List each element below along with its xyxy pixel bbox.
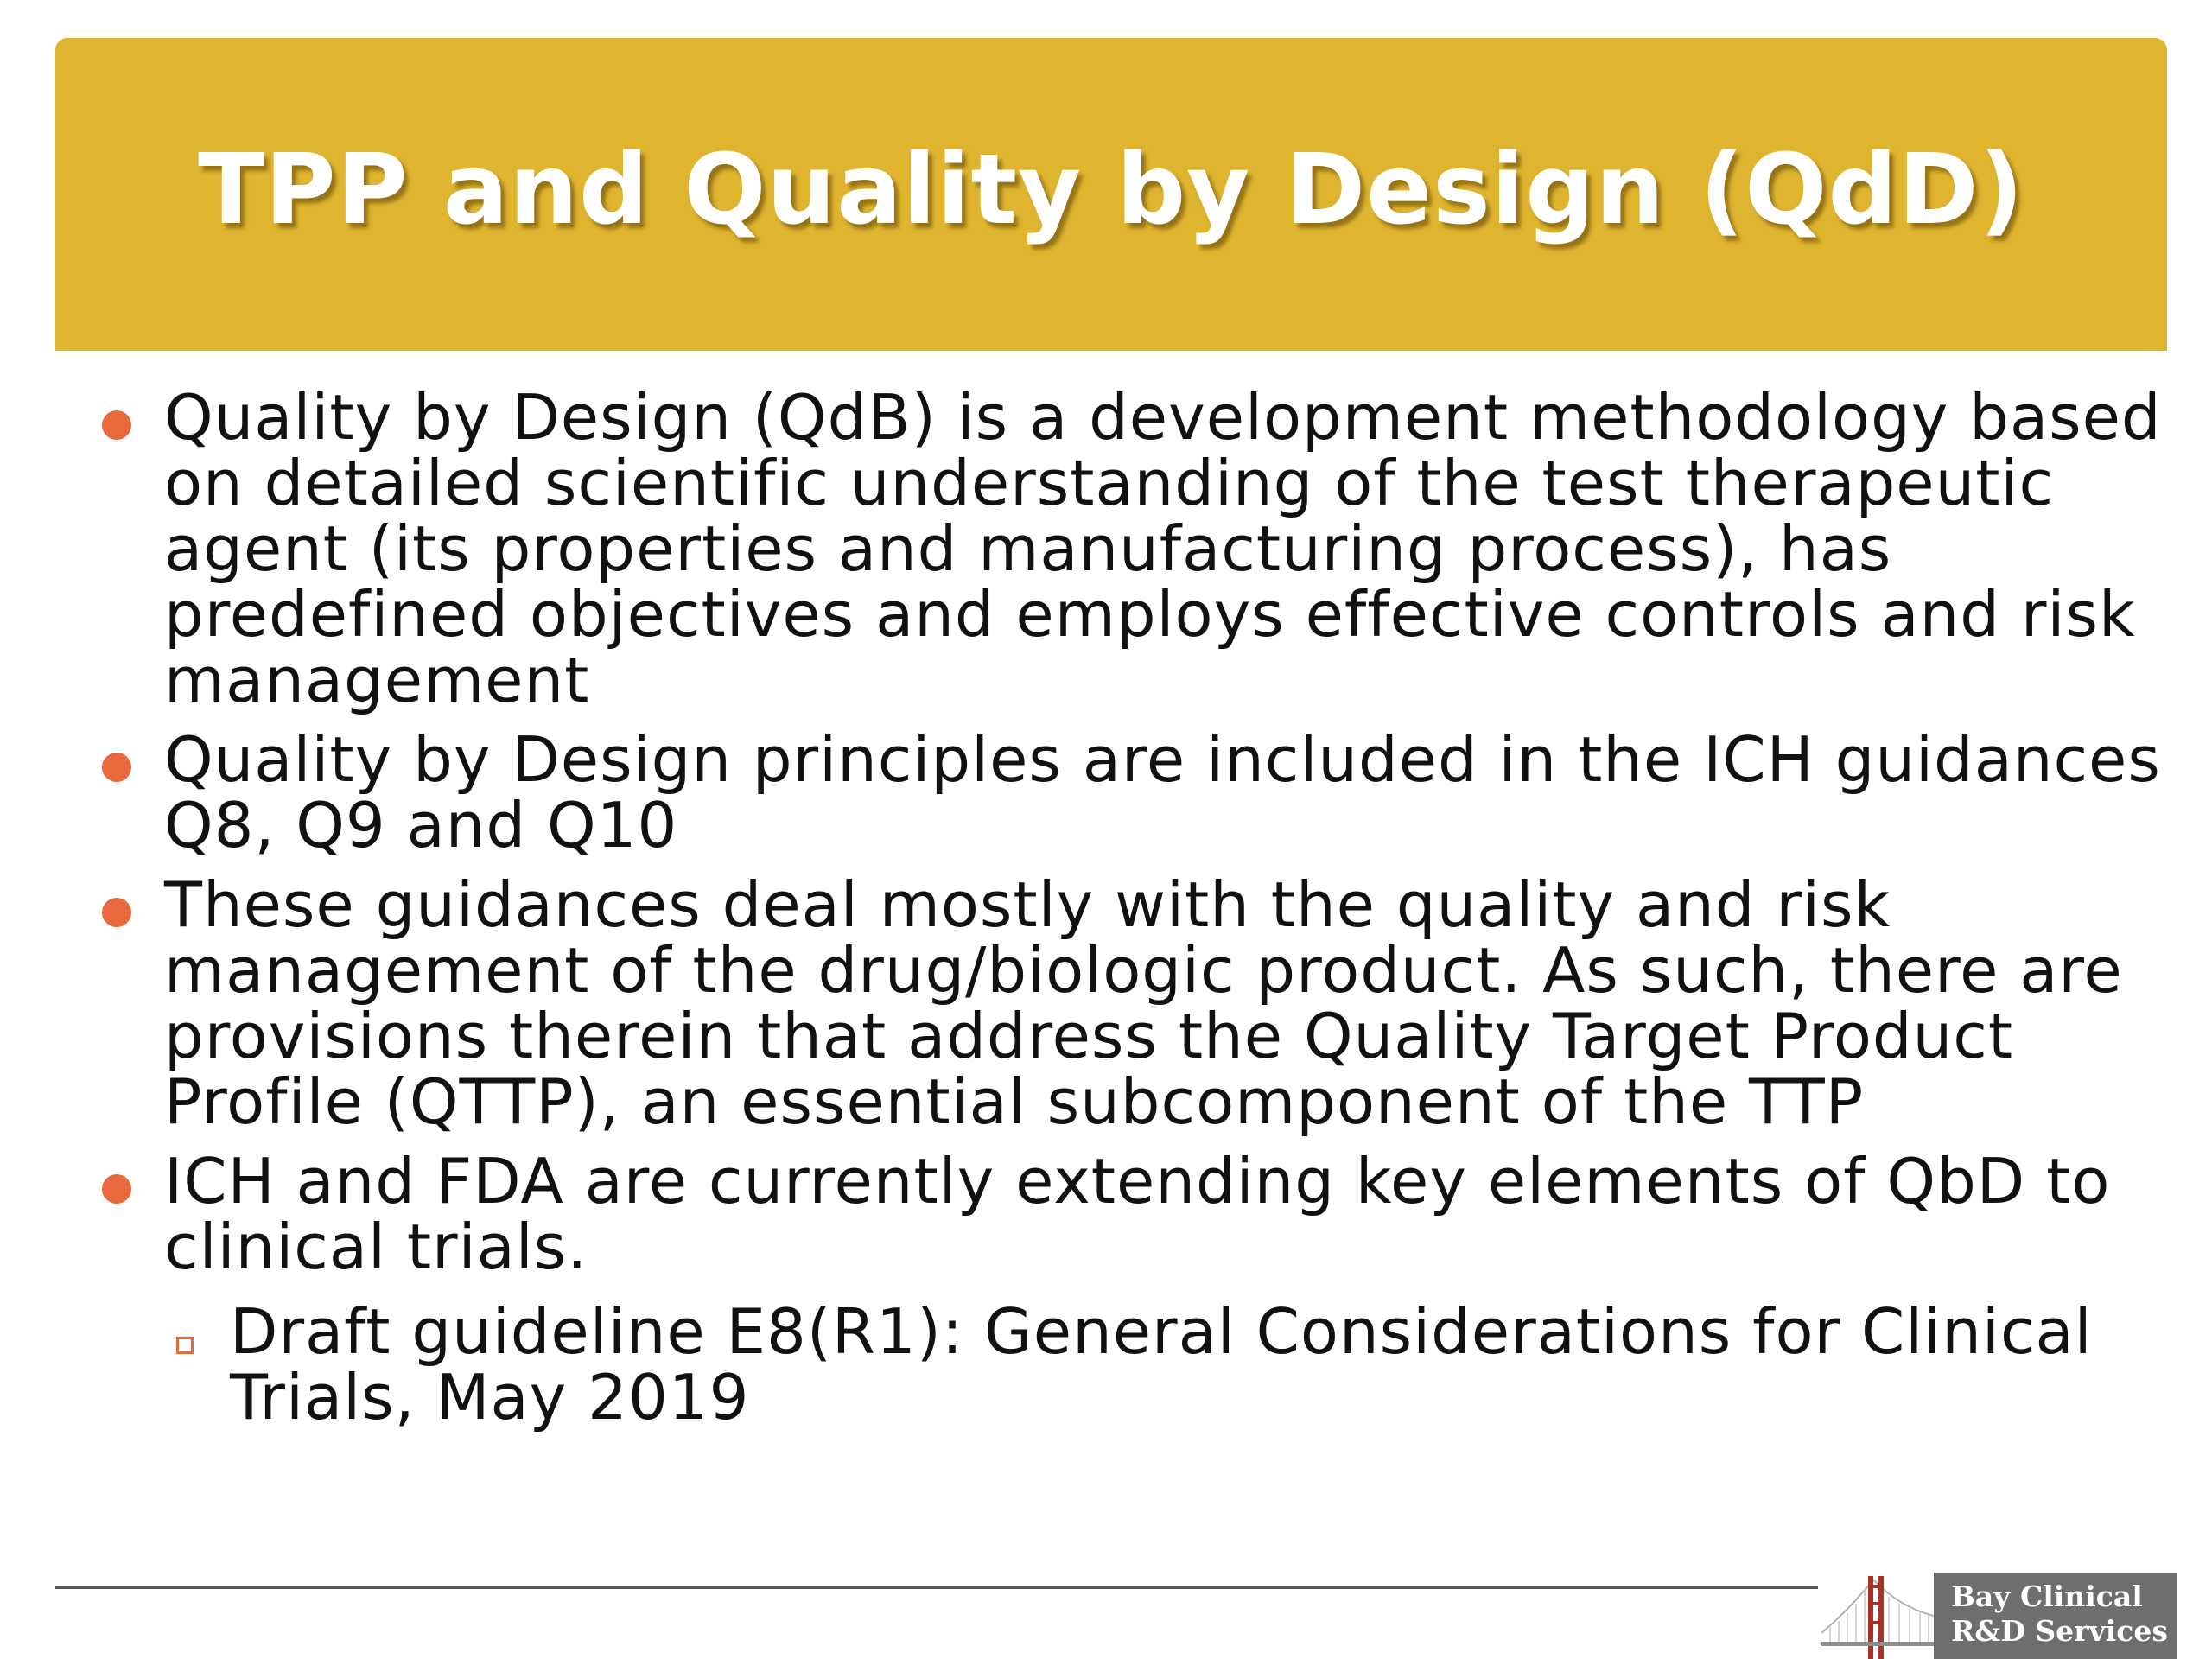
sub-bullet-text: Draft guideline E8(R1): General Considerations for Clinical Trials, May 2019 — [230, 1295, 2093, 1433]
logo-text-box — [1934, 1573, 2177, 1659]
bullet-dot-icon — [102, 410, 131, 440]
bullet-dot-icon — [102, 898, 131, 927]
logo-text-line-2: R&D Services — [1951, 1614, 2168, 1648]
bullet-item-guidances — [95, 868, 2169, 1138]
bullet-text: ICH and FDA are currently extending key elements of QbD to clinical trials. — [164, 1145, 2111, 1283]
hollow-square-bullet-icon — [176, 1337, 194, 1354]
slide-content — [95, 381, 2169, 1444]
slide-title: TPP and Quality by Design (QdD) — [198, 134, 2024, 246]
bullet-item-qbd-methodology — [95, 381, 2169, 716]
bullet-dot-icon — [102, 1174, 131, 1204]
bullet-list — [95, 381, 2169, 1433]
logo-text-line-1: Bay Clinical — [1951, 1580, 2143, 1613]
bullet-item-qbd-principles — [95, 723, 2169, 861]
title-banner — [55, 38, 2167, 351]
company-logo — [1821, 1573, 2177, 1659]
bullet-text: These guidances deal mostly with the quality and risk management of the drug/biologic product. As such, there are provisions therein that address the Quality Target Product Profile (QTTP), an essential subcomponent of the TTP — [164, 868, 2123, 1138]
bullet-text: Quality by Design principles are included in the ICH guidances Q8, Q9 and Q10 — [164, 723, 2161, 861]
bullet-item-ich-fda — [95, 1145, 2169, 1433]
bullet-dot-icon — [102, 753, 131, 782]
golden-gate-bridge-icon — [1821, 1573, 1934, 1659]
footer-divider — [55, 1586, 1818, 1589]
bullet-text: Quality by Design (QdB) is a development methodology based on detailed scientific understanding of the test therapeutic agent (its properties and manufacturing process), has predefined objectives and employs effective controls and risk management — [164, 381, 2162, 716]
sub-bullet-item-e8r1 — [164, 1295, 2169, 1433]
sub-bullet-list — [164, 1295, 2169, 1433]
